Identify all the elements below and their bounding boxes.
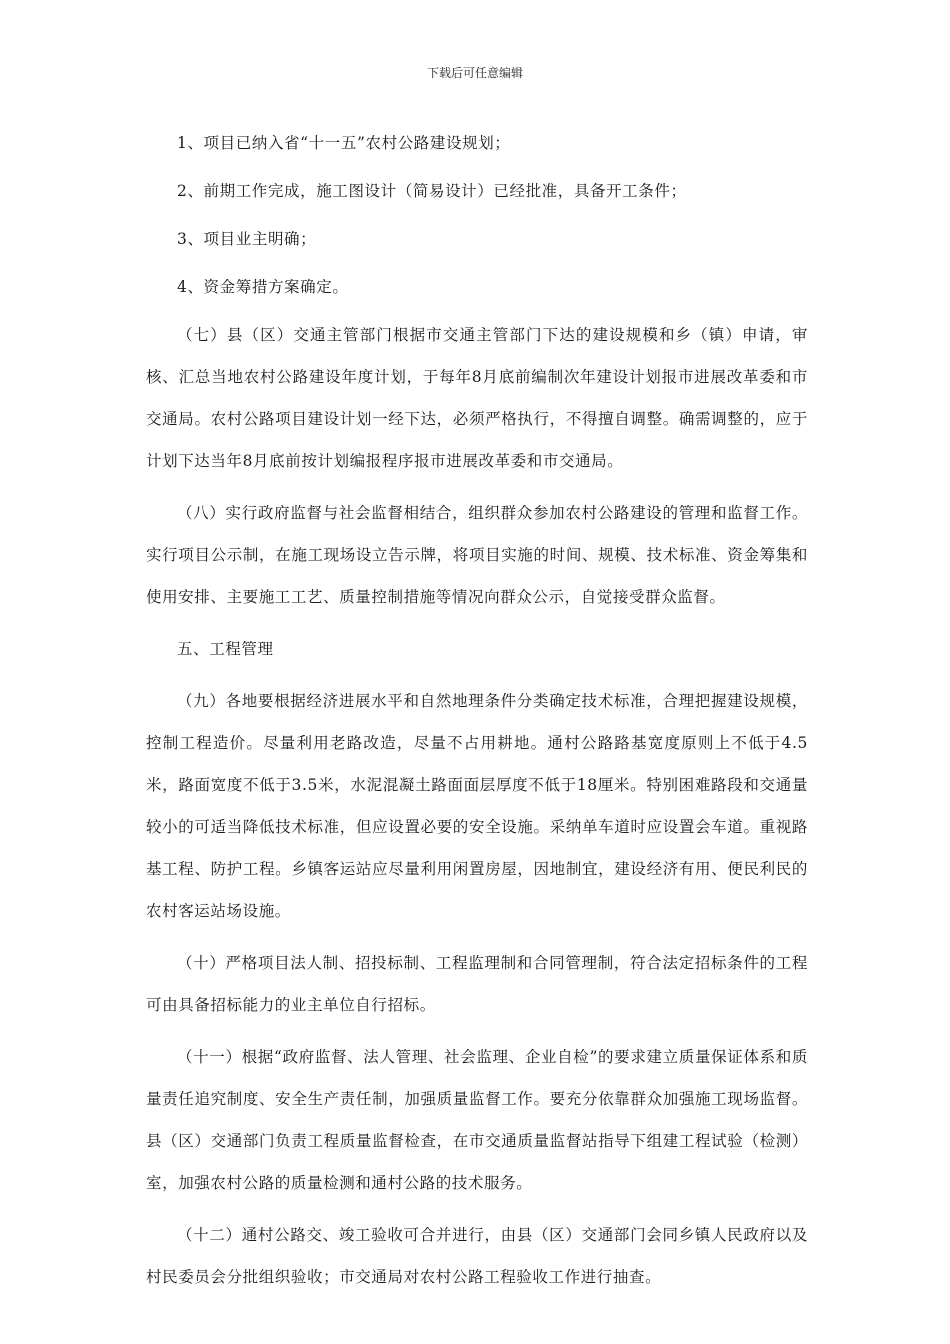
list-item-4: 4、资金筹措方案确定。: [177, 278, 349, 296]
paragraph-11: （十一）根据“政府监督、法人管理、社会监理、企业自检”的要求建立质量保证体系和质量责任追究制度、安全生产责任制，加强质量监督工作。要充分依靠群众加强施工现场监督。县（区）交通部门负责工程质量监督检查，在市交通质量监督站指导下组建工程试验（检测）室，加强农村公路的质量检测和通村公路的技术服务。: [146, 1048, 808, 1192]
list-item-1: 1、项目已纳入省“十一五”农村公路建设规划；: [177, 134, 511, 152]
paragraph-10: （十）严格项目法人制、招投标制、工程监理制和合同管理制，符合法定招标条件的工程可由具备招标能力的业主单位自行招标。: [146, 954, 808, 1014]
paragraph-8: （八）实行政府监督与社会监督相结合，组织群众参加农村公路建设的管理和监督工作。实行项目公示制，在施工现场设立告示牌，将项目实施的时间、规模、技术标准、资金筹集和使用安排、主要施工工艺、质量控制措施等情况向群众公示，自觉接受群众监督。: [146, 504, 808, 606]
list-item-2: 2、前期工作完成，施工图设计（简易设计）已经批准，具备开工条件；: [177, 182, 687, 200]
list-item-3: 3、项目业主明确；: [177, 230, 317, 248]
section-heading-5: 五、工程管理: [177, 640, 274, 658]
paragraph-7: （七）县（区）交通主管部门根据市交通主管部门下达的建设规模和乡（镇）申请，审核、汇总当地农村公路建设年度计划，于每年8月底前编制次年建设计划报市进展改革委和市交通局。农村公路项目建设计划一经下达，必须严格执行，不得擅自调整。确需调整的，应于计划下达当年8月底前按计划编报程序报市进展改革委和市交通局。: [146, 326, 808, 470]
paragraph-9: （九）各地要根据经济进展水平和自然地理条件分类确定技术标准，合理把握建设规模，控制工程造价。尽量利用老路改造，尽量不占用耕地。通村公路路基宽度原则上不低于4.5米，路面宽度不低于3.5米，水泥混凝土路面面层厚度不低于18厘米。特别困难路段和交通量较小的可适当降低技术标准，但应设置必要的安全设施。采纳单车道时应设置会车道。重视路基工程、防护工程。乡镇客运站应尽量利用闲置房屋，因地制宜，建设经济有用、便民利民的农村客运站场设施。: [146, 692, 808, 920]
document-body: [146, 122, 808, 1308]
paragraph-12: （十二）通村公路交、竣工验收可合并进行，由县（区）交通部门会同乡镇人民政府以及村民委员会分批组织验收；市交通局对农村公路工程验收工作进行抽查。: [146, 1226, 808, 1286]
page-header: 下载后可任意编辑: [426, 66, 523, 80]
